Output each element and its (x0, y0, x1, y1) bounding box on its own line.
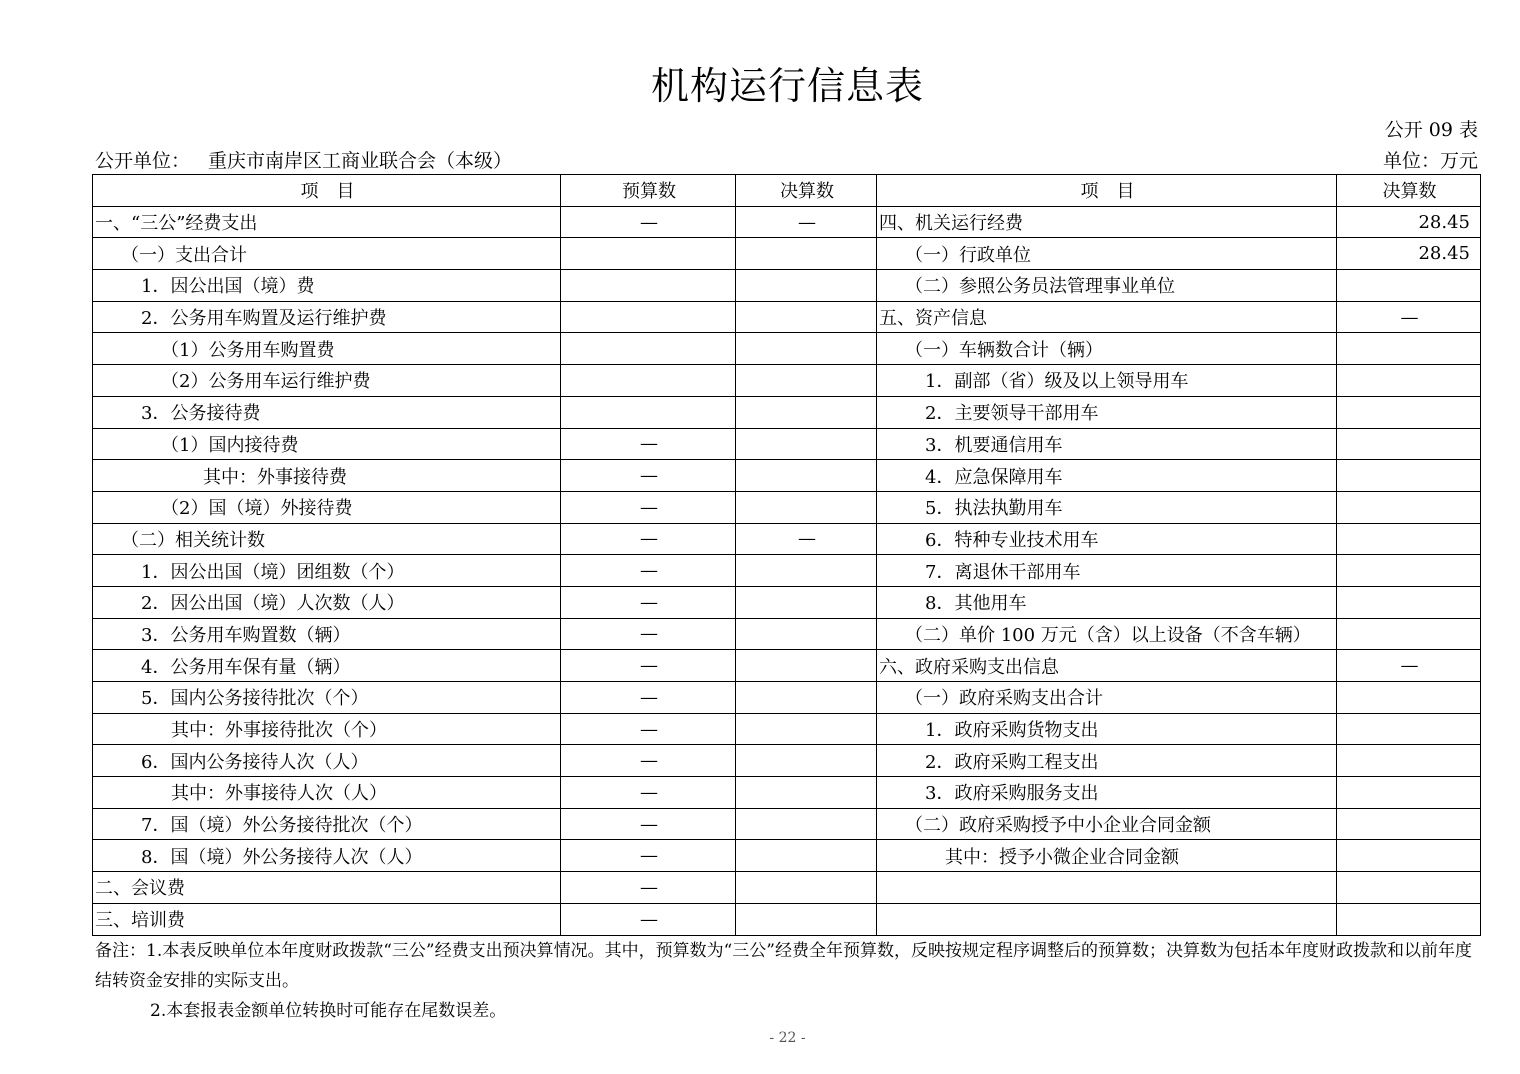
right-final-cell (1337, 428, 1481, 460)
budget-cell: — (561, 428, 736, 460)
note-1: 备注：1.本表反映单位本年度财政拨款“三公”经费支出预决算情况。其中，预算数为“三公”经费全年预算数，反映按规定程序调整后的预算数；决算数为包括本年度财政拨款和以前年度结转资金安排的实际支出。 (95, 941, 1472, 991)
budget-cell: — (561, 903, 736, 935)
table-row (93, 777, 1481, 809)
currency-unit: 单位：万元 (1382, 150, 1478, 172)
table-row (93, 618, 1481, 650)
final-cell (736, 618, 877, 650)
right-final-cell (1337, 682, 1481, 714)
budget-cell: — (561, 745, 736, 777)
budget-cell: — (561, 808, 736, 840)
unit-name: 重庆市南岸区工商业联合会（本级） (208, 150, 513, 172)
table-row (93, 713, 1481, 745)
right-item-cell: 1．政府采购货物支出 (877, 713, 1337, 745)
header-final-left: 决算数 (736, 175, 877, 207)
left-item-cell: （1）国内接待费 (93, 428, 561, 460)
table-row (93, 903, 1481, 935)
right-final-cell: 28.45 (1337, 238, 1481, 270)
final-cell (736, 682, 877, 714)
table-row (93, 872, 1481, 904)
budget-cell: — (561, 460, 736, 492)
header-final-right: 决算数 (1337, 175, 1481, 207)
right-item-cell: 2．主要领导干部用车 (877, 396, 1337, 428)
left-item-cell: 6．国内公务接待人次（人） (93, 745, 561, 777)
table-row (93, 682, 1481, 714)
table-row (93, 238, 1481, 270)
right-final-cell (1337, 491, 1481, 523)
right-item-cell: 6．特种专业技术用车 (877, 523, 1337, 555)
budget-cell (561, 333, 736, 365)
table-row (93, 206, 1481, 238)
header-budget: 预算数 (561, 175, 736, 207)
info-table (92, 174, 1481, 936)
right-final-cell (1337, 270, 1481, 302)
right-final-cell (1337, 586, 1481, 618)
final-cell (736, 396, 877, 428)
right-item-cell: 1．副部（省）级及以上领导用车 (877, 365, 1337, 397)
budget-cell: — (561, 491, 736, 523)
left-item-cell: 2．因公出国（境）人次数（人） (93, 586, 561, 618)
right-item-cell: 其中：授予小微企业合同金额 (877, 840, 1337, 872)
reporting-unit (95, 146, 512, 173)
left-item-cell: 二、会议费 (93, 872, 561, 904)
budget-cell: — (561, 840, 736, 872)
table-row (93, 491, 1481, 523)
right-final-cell (1337, 333, 1481, 365)
left-item-cell: （2）公务用车运行维护费 (93, 365, 561, 397)
left-item-cell: 3．公务接待费 (93, 396, 561, 428)
budget-cell (561, 396, 736, 428)
right-final-cell (1337, 903, 1481, 935)
right-item-cell (877, 903, 1337, 935)
left-item-cell: 5．国内公务接待批次（个） (93, 682, 561, 714)
final-cell: — (736, 206, 877, 238)
final-cell (736, 301, 877, 333)
left-item-cell: 1．因公出国（境）费 (93, 270, 561, 302)
page-title: 机构运行信息表 (650, 64, 924, 108)
final-cell (736, 808, 877, 840)
table-row (93, 840, 1481, 872)
left-item-cell: （1）公务用车购置费 (93, 333, 561, 365)
right-item-cell: 4．应急保障用车 (877, 460, 1337, 492)
right-item-cell: （一）车辆数合计（辆） (877, 333, 1337, 365)
budget-cell (561, 365, 736, 397)
left-item-cell: 其中：外事接待批次（个） (93, 713, 561, 745)
right-final-cell (1337, 523, 1481, 555)
right-final-cell: — (1337, 650, 1481, 682)
table-row (93, 523, 1481, 555)
right-item-cell: （二）参照公务员法管理事业单位 (877, 270, 1337, 302)
left-item-cell: 一、“三公”经费支出 (93, 206, 561, 238)
right-item-cell: 2．政府采购工程支出 (877, 745, 1337, 777)
right-final-cell (1337, 365, 1481, 397)
final-cell (736, 840, 877, 872)
budget-cell: — (561, 713, 736, 745)
table-row (93, 270, 1481, 302)
right-final-cell: 28.45 (1337, 206, 1481, 238)
table-header-row (93, 175, 1481, 207)
table-row (93, 333, 1481, 365)
budget-cell: — (561, 682, 736, 714)
final-cell (736, 270, 877, 302)
right-item-cell: （一）行政单位 (877, 238, 1337, 270)
final-cell: — (736, 523, 877, 555)
budget-cell: — (561, 650, 736, 682)
budget-cell: — (561, 777, 736, 809)
final-cell (736, 428, 877, 460)
final-cell (736, 745, 877, 777)
budget-cell: — (561, 555, 736, 587)
right-item-cell: （一）政府采购支出合计 (877, 682, 1337, 714)
table-row (93, 365, 1481, 397)
final-cell (736, 555, 877, 587)
final-cell (736, 903, 877, 935)
left-item-cell: 7．国（境）外公务接待批次（个） (93, 808, 561, 840)
left-item-cell: （2）国（境）外接待费 (93, 491, 561, 523)
right-final-cell (1337, 872, 1481, 904)
right-final-cell (1337, 618, 1481, 650)
right-final-cell (1337, 808, 1481, 840)
left-item-cell: 三、培训费 (93, 903, 561, 935)
final-cell (736, 650, 877, 682)
final-cell (736, 238, 877, 270)
final-cell (736, 713, 877, 745)
budget-cell (561, 301, 736, 333)
right-final-cell (1337, 460, 1481, 492)
right-final-cell (1337, 840, 1481, 872)
form-code: 公开 09 表 (1384, 119, 1478, 141)
final-cell (736, 365, 877, 397)
left-item-cell: 3．公务用车购置数（辆） (93, 618, 561, 650)
left-item-cell: （一）支出合计 (93, 238, 561, 270)
final-cell (736, 333, 877, 365)
left-item-cell: 4．公务用车保有量（辆） (93, 650, 561, 682)
left-item-cell: 2．公务用车购置及运行维护费 (93, 301, 561, 333)
final-cell (736, 777, 877, 809)
table-row (93, 301, 1481, 333)
right-final-cell (1337, 396, 1481, 428)
note-2: 2.本套报表金额单位转换时可能存在尾数误差。 (150, 1001, 507, 1021)
table-row (93, 428, 1481, 460)
right-final-cell (1337, 745, 1481, 777)
budget-cell (561, 270, 736, 302)
right-final-cell (1337, 713, 1481, 745)
right-item-cell: 3．政府采购服务支出 (877, 777, 1337, 809)
right-item-cell: 7．离退休干部用车 (877, 555, 1337, 587)
table-row (93, 808, 1481, 840)
right-item-cell: 四、机关运行经费 (877, 206, 1337, 238)
table-row (93, 586, 1481, 618)
left-item-cell: 其中：外事接待人次（人） (93, 777, 561, 809)
header-left-item: 项 目 (93, 175, 561, 207)
table-row (93, 460, 1481, 492)
left-item-cell: 8．国（境）外公务接待人次（人） (93, 840, 561, 872)
budget-cell (561, 238, 736, 270)
right-item-cell: 六、政府采购支出信息 (877, 650, 1337, 682)
right-item-cell: 五、资产信息 (877, 301, 1337, 333)
right-item-cell: 3．机要通信用车 (877, 428, 1337, 460)
header-right-item: 项 目 (877, 175, 1337, 207)
table-row (93, 555, 1481, 587)
budget-cell: — (561, 523, 736, 555)
final-cell (736, 491, 877, 523)
unit-prefix: 公开单位： (95, 150, 191, 172)
right-item-cell: （二）政府采购授予中小企业合同金额 (877, 808, 1337, 840)
budget-cell: — (561, 206, 736, 238)
left-item-cell: 1．因公出国（境）团组数（个） (93, 555, 561, 587)
right-item-cell: （二）单价 100 万元（含）以上设备（不含车辆） (877, 618, 1337, 650)
right-final-cell (1337, 555, 1481, 587)
right-item-cell: 5．执法执勤用车 (877, 491, 1337, 523)
right-final-cell (1337, 777, 1481, 809)
final-cell (736, 872, 877, 904)
right-item-cell (877, 872, 1337, 904)
table-row (93, 396, 1481, 428)
left-item-cell: 其中：外事接待费 (93, 460, 561, 492)
final-cell (736, 586, 877, 618)
page-number: - 22 - (769, 1030, 806, 1046)
left-item-cell: （二）相关统计数 (93, 523, 561, 555)
table-row (93, 650, 1481, 682)
notes (95, 936, 1485, 1026)
right-item-cell: 8．其他用车 (877, 586, 1337, 618)
budget-cell: — (561, 586, 736, 618)
table-row (93, 745, 1481, 777)
final-cell (736, 460, 877, 492)
budget-cell: — (561, 618, 736, 650)
right-final-cell: — (1337, 301, 1481, 333)
budget-cell: — (561, 872, 736, 904)
